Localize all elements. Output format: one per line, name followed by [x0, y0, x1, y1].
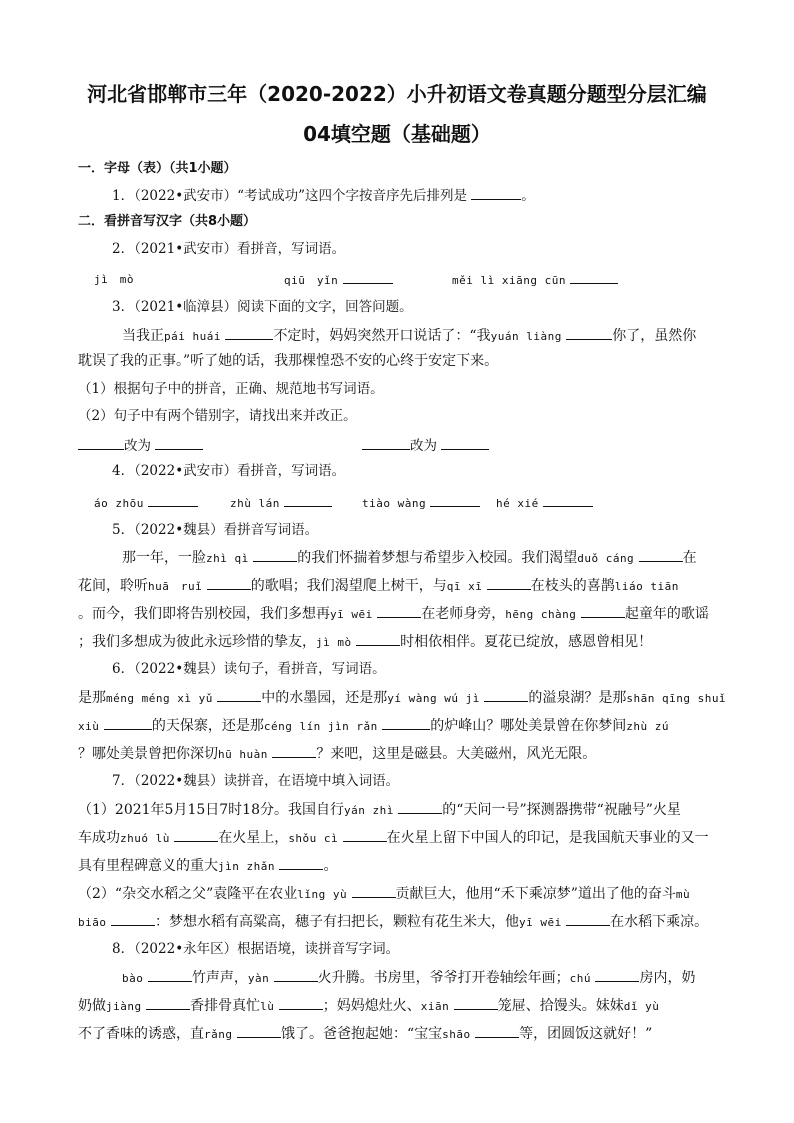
question-6: 6．（2022•魏县）读句子，看拼音，写词语。 [112, 661, 386, 677]
answer-blank[interactable] [398, 800, 442, 814]
answer-blank[interactable] [377, 604, 421, 618]
answer-blank[interactable] [343, 828, 387, 842]
question-3-sub2: （2）句子中有两个错别字，请找出来并改正。 [78, 408, 357, 424]
answer-blank[interactable] [174, 828, 218, 842]
section-heading-2: 二．看拼音写汉字（共8小题） [78, 214, 257, 229]
question-5: 5．（2022•魏县）看拼音写词语。 [112, 522, 319, 538]
question-3-sub1: （1）根据句子中的拼音，正确、规范地书写词语。 [78, 381, 384, 397]
answer-blank[interactable] [441, 436, 489, 450]
answer-blank[interactable] [382, 716, 430, 730]
answer-blank[interactable] [279, 996, 323, 1010]
question-3-passage-line2: 耽误了我的正事。”听了她的话，我那棵惶恐不安的心终于安定下来。 [78, 353, 499, 369]
answer-blank[interactable] [272, 744, 316, 758]
answer-blank[interactable] [217, 688, 261, 702]
answer-blank[interactable] [484, 688, 528, 702]
answer-blank[interactable] [207, 576, 251, 590]
section-heading-1: 一．字母（表）（共1小题） [78, 161, 237, 176]
answer-blank[interactable] [356, 632, 400, 646]
answer-blank[interactable] [284, 493, 332, 507]
answer-blank[interactable] [595, 968, 639, 982]
answer-blank[interactable] [146, 996, 190, 1010]
answer-blank[interactable] [279, 856, 323, 870]
answer-blank[interactable] [454, 996, 498, 1010]
question-7: 7．（2022•魏县）读拼音，在语境中填入词语。 [112, 773, 400, 789]
answer-blank[interactable] [253, 548, 297, 562]
document-page: 河北省邯郸市三年（2020-2022）小升初语文卷真题分题型分层汇编 04填空题（基础题） 一．字母（表）（共1小题） 1．（2022•武安市）“考试成功”这四个字按音序先后排列是 。 二．看拼音写汉字（共8小题） 2．（2021•武安市）看拼音，写词语。 jì mò qiū yǐn měi lì xiāng cūn 3．（2021•临漳县）阅读下面的文字，回答问题。 当我正pái huái 不定时，妈妈突然开口说话了：“我yuán liàng 你了，虽然你 耽误了我的正事。”听了她的话，我那棵惶恐不安的心终于安定下来。 （1）根据句子中的拼音，正确、规范地书写词语。 （2）句子中有两个错别字，请找出来并改正。 改为 改为 4．（2022•武安市）看拼音，写词语。 áo zhōu zhù lán tiào wàng hé xié 5．（2022•魏县）看拼音写词语。 那一年，一脸zhì qì 的我们怀揣着梦想与希望步入校园。我们渴望duǒ cáng 在 花间，聆听huā ruǐ 的歌唱；我们渴望爬上树干，与qī xī 在枝头的喜鹊liáo tiān 。而今，我们即将告别校园，我们多想再yī wēi 在老师身旁，hēng chàng 起童年的歌谣 ；我们多想成为彼此永远珍惜的挚友，jì mò 时相依相伴。夏花已绽放，感恩曾相见！ 6．（2022•魏县）读句子，看拼音，写词语。 是那méng méng xì yǔ 中的水墨园，还是那yí wàng wú jì 的溢泉湖？是那shān qīng shuǐ xiù 的天保寨，还是那céng lín jìn rǎn 的炉峰山？哪处美景曾在你梦间zhù zú ？哪处美景曾把你深切hū huàn ？来吧，这里是磁县。大美磁州，风光无限。 7．（2022•魏县）读拼音，在语境中填入词语。 （1）2021年5月15日7时18分。我国自行yán zhì 的“天问一号”探测器携带“祝融号”火星 车成功zhuó lù 在火星上，shǒu cì 在火星上留下中国人的印记，是我国航天事业的又一 具有里程碑意义的重大jìn zhǎn 。 （2）“杂交水稻之父”袁隆平在农业lǐng yù 贡献巨大，他用“禾下乘凉梦”道出了他的奋斗mù biāo ：梦想水稻有高粱高，穗子有扫把长，颗粒有花生米大，他yī wēi 在水稻下乘凉。 8．（2022•永年区）根据语境，读拼音写字词。 bào 竹声声，yàn 火升腾。书房里，爷爷打开卷轴绘年画；chú 房内，奶 奶做jiàng 香排骨真忙lù ；妈妈熄灶火、xiān 笼屉、拾馒头。妹妹dǐ yù 不了香味的诱惑，直rǎng 饿了。爸爸抱起她：“宝宝shāo 等，团圆饭这就好！” [0, 0, 794, 1123]
question-3-correction-1: 改为 [78, 436, 203, 455]
answer-blank[interactable] [639, 548, 683, 562]
document-title-line1: 河北省邯郸市三年（2020-2022）小升初语文卷真题分题型分层汇编 [87, 82, 707, 106]
answer-blank[interactable] [352, 884, 396, 898]
question-2-pinyin-row: jì mò [94, 273, 134, 286]
answer-blank[interactable] [148, 493, 198, 507]
answer-blank[interactable] [471, 186, 521, 200]
document-title-line2: 04填空题（基础题） [303, 122, 491, 146]
answer-blank[interactable] [430, 493, 480, 507]
answer-blank[interactable] [581, 604, 625, 618]
answer-blank[interactable] [570, 270, 618, 284]
question-2: 2．（2021•武安市）看拼音，写词语。 [112, 241, 346, 257]
answer-blank[interactable] [274, 968, 318, 982]
answer-blank[interactable] [148, 968, 192, 982]
answer-blank[interactable] [475, 1024, 519, 1038]
answer-blank[interactable] [543, 493, 593, 507]
question-1: 1．（2022•武安市）“考试成功”这四个字按音序先后排列是 。 [112, 188, 535, 204]
answer-blank[interactable] [155, 436, 203, 450]
answer-blank[interactable] [566, 912, 610, 926]
answer-blank[interactable] [487, 576, 531, 590]
question-3-correction-2: 改为 [362, 436, 489, 455]
question-8: 8．（2022•永年区）根据语境，读拼音写字词。 [112, 941, 400, 957]
answer-blank[interactable] [104, 716, 152, 730]
question-3: 3．（2021•临漳县）阅读下面的文字，回答问题。 [112, 299, 413, 315]
answer-blank[interactable] [237, 1024, 281, 1038]
question-4: 4．（2022•武安市）看拼音，写词语。 [112, 463, 346, 479]
answer-blank[interactable] [362, 436, 410, 450]
answer-blank[interactable] [343, 270, 393, 284]
answer-blank[interactable] [225, 326, 273, 340]
question-3-passage-line1: 当我正pái huái 不定时，妈妈突然开口说话了：“我yuán liàng 你了，虽然你 [122, 328, 697, 344]
answer-blank[interactable] [111, 912, 155, 926]
answer-blank[interactable] [566, 326, 612, 340]
answer-blank[interactable] [78, 436, 124, 450]
